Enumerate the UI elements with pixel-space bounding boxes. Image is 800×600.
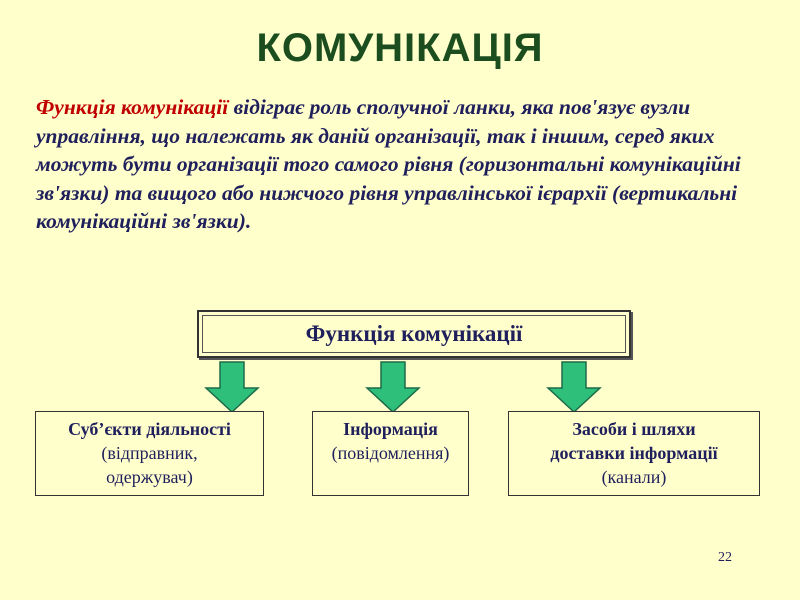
- box-title: Інформація: [343, 419, 438, 439]
- slide-title: КОМУНІКАЦІЯ: [256, 26, 544, 70]
- box-note: (відправник,: [101, 443, 198, 463]
- box-note: (повідомлення): [331, 443, 450, 463]
- box-note: (канали): [601, 467, 667, 487]
- paragraph-text: відіграє роль сполучної ланки, яка пов'язує вузли управління, що належать як даній організації, так і іншим, серед яких можуть бути організації того самого рівня (горизонтальні комунікаційні зв'язки) та вищого або нижчого рівня управлінської ієрархії (вертикальні комунікаційні зв'язки).: [36, 95, 741, 233]
- box-note: одержувач): [106, 467, 193, 487]
- box-title: доставки інформації: [550, 443, 718, 463]
- description-paragraph: [36, 93, 776, 236]
- main-function-label: Функція комунікації: [305, 321, 523, 346]
- down-arrow-icon: [364, 361, 422, 413]
- information-box: [312, 411, 469, 496]
- page-number: 22: [718, 550, 732, 565]
- down-arrow-icon: [545, 361, 603, 413]
- channels-box: [508, 411, 760, 496]
- paragraph-lead: Функція комунікації: [36, 95, 229, 119]
- subjects-box: [35, 411, 264, 496]
- box-title: Засоби і шляхи: [572, 419, 696, 439]
- main-function-box: [197, 310, 631, 358]
- box-title: Суб’єкти діяльності: [68, 419, 231, 439]
- down-arrow-icon: [203, 361, 261, 413]
